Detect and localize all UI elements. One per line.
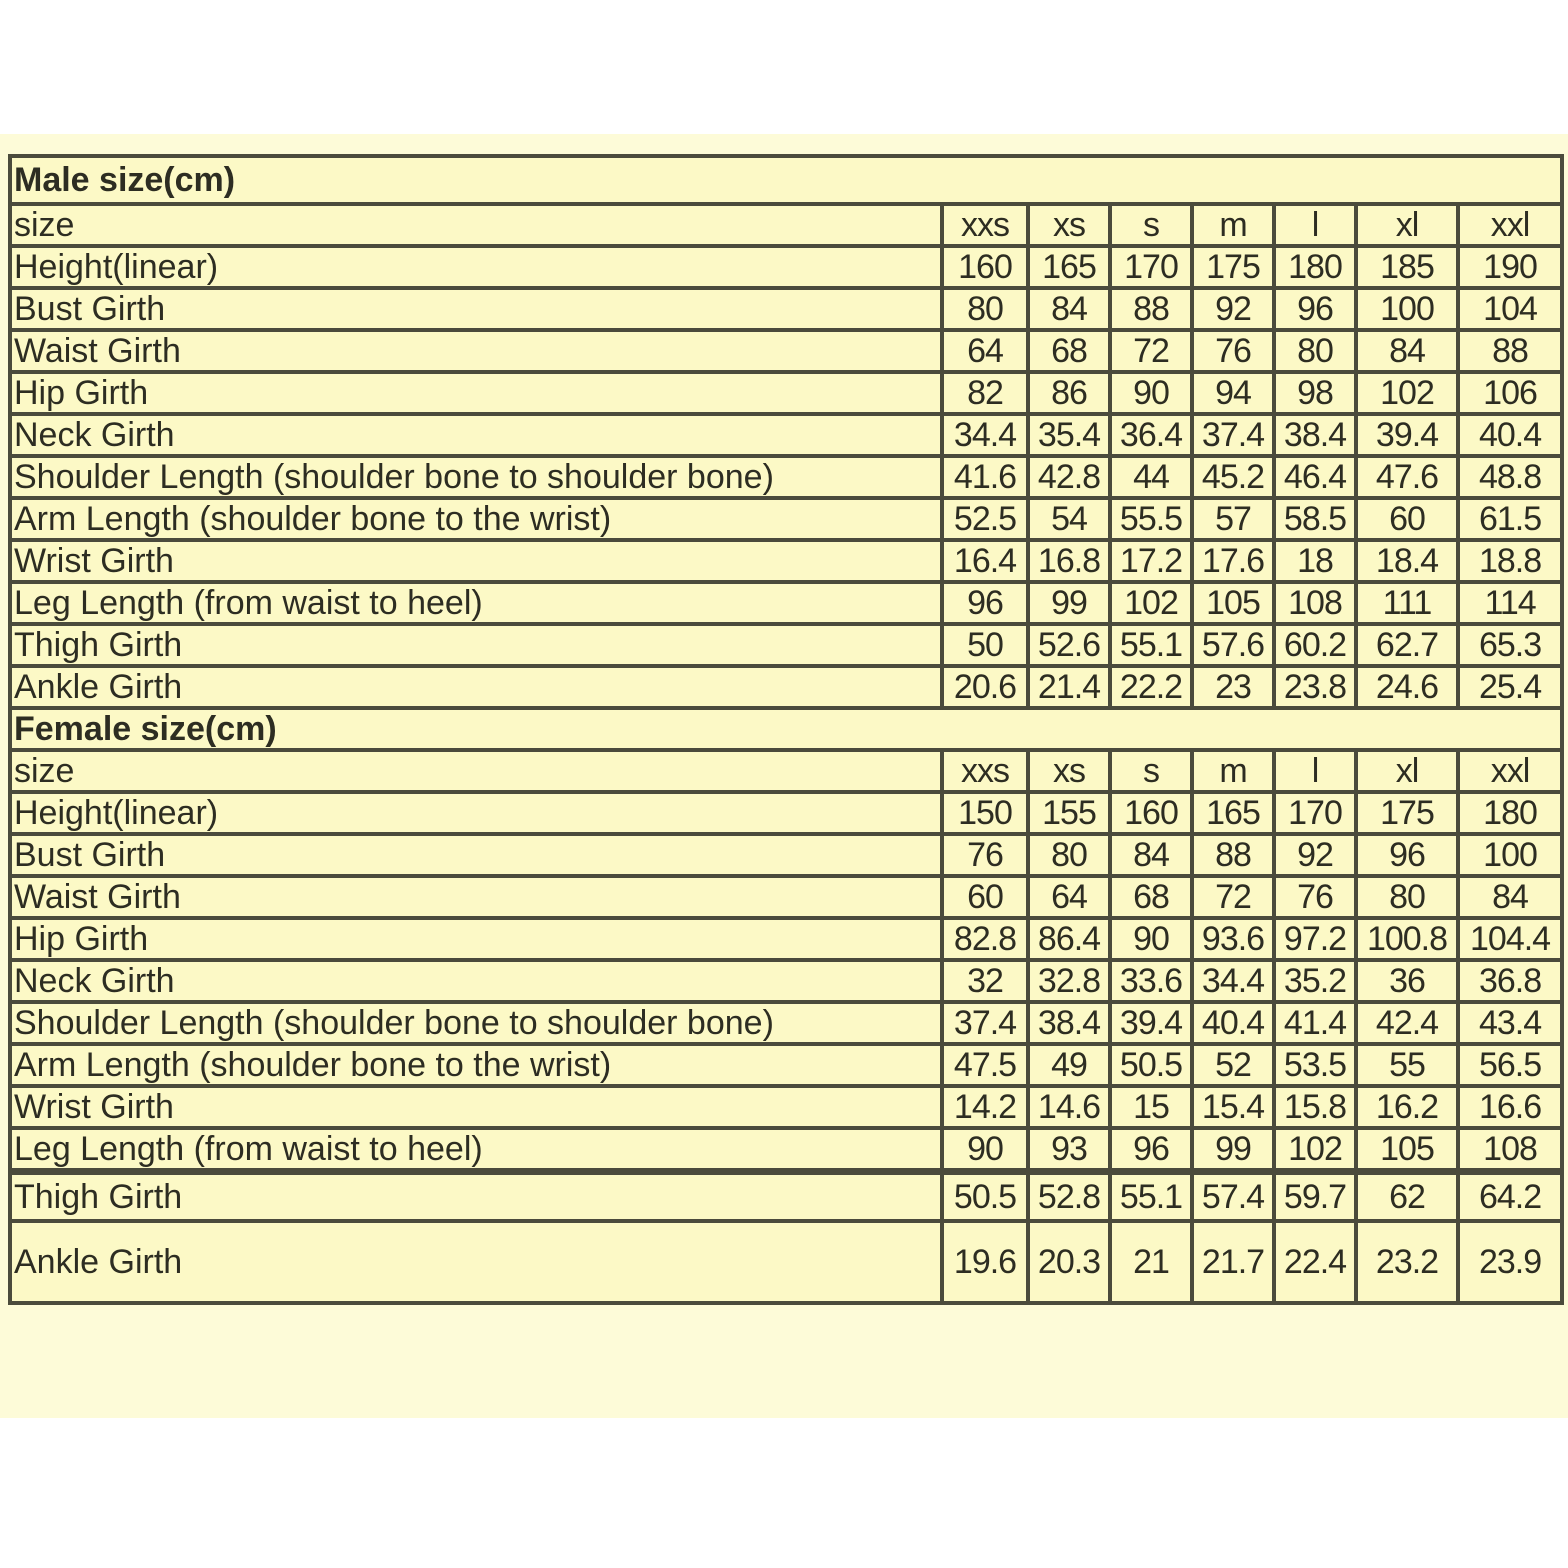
row-label: Height(linear) — [10, 792, 942, 834]
measurement-cell: 93 — [1028, 1128, 1110, 1172]
measurement-row — [10, 666, 1562, 708]
measurement-row — [10, 624, 1562, 666]
measurement-cell: 170 — [1274, 792, 1356, 834]
section-title: Male size(cm) — [10, 156, 1562, 204]
measurement-cell: 84 — [1110, 834, 1192, 876]
measurement-cell: 16.4 — [942, 540, 1028, 582]
measurement-cell: 88 — [1458, 330, 1562, 372]
measurement-cell: 65.3 — [1458, 624, 1562, 666]
size-header-row — [10, 204, 1562, 246]
measurement-cell: 86.4 — [1028, 918, 1110, 960]
row-label: Shoulder Length (shoulder bone to shoulder bone) — [10, 456, 942, 498]
measurement-row — [10, 372, 1562, 414]
measurement-cell: 41.6 — [942, 456, 1028, 498]
measurement-cell: 44 — [1110, 456, 1192, 498]
measurement-row — [10, 1128, 1562, 1172]
size-column-header: xl — [1356, 204, 1458, 246]
measurement-cell: 88 — [1110, 288, 1192, 330]
measurement-cell: 94 — [1192, 372, 1274, 414]
measurement-row — [10, 792, 1562, 834]
row-label: Wrist Girth — [10, 1086, 942, 1128]
measurement-cell: 98 — [1274, 372, 1356, 414]
measurement-cell: 55.1 — [1110, 624, 1192, 666]
measurement-cell: 36.8 — [1458, 960, 1562, 1002]
measurement-row — [10, 876, 1562, 918]
measurement-cell: 50.5 — [1110, 1044, 1192, 1086]
measurement-cell: 25.4 — [1458, 666, 1562, 708]
measurement-cell: 19.6 — [942, 1221, 1028, 1303]
measurement-cell: 64.2 — [1458, 1172, 1562, 1222]
row-label: Arm Length (shoulder bone to the wrist) — [10, 498, 942, 540]
measurement-cell: 39.4 — [1110, 1002, 1192, 1044]
size-chart-body — [10, 156, 1562, 1303]
row-label: Leg Length (from waist to heel) — [10, 582, 942, 624]
measurement-cell: 62.7 — [1356, 624, 1458, 666]
measurement-cell: 96 — [942, 582, 1028, 624]
measurement-row — [10, 960, 1562, 1002]
measurement-cell: 99 — [1192, 1128, 1274, 1172]
row-label: Waist Girth — [10, 876, 942, 918]
size-column-header: m — [1192, 204, 1274, 246]
measurement-cell: 35.2 — [1274, 960, 1356, 1002]
measurement-cell: 93.6 — [1192, 918, 1274, 960]
measurement-cell: 14.6 — [1028, 1086, 1110, 1128]
size-column-header: xl — [1356, 750, 1458, 792]
measurement-cell: 23.9 — [1458, 1221, 1562, 1303]
measurement-row — [10, 456, 1562, 498]
measurement-cell: 23.2 — [1356, 1221, 1458, 1303]
section-title: Female size(cm) — [10, 708, 1562, 750]
row-label: Neck Girth — [10, 414, 942, 456]
measurement-cell: 76 — [1274, 876, 1356, 918]
measurement-row — [10, 246, 1562, 288]
measurement-cell: 102 — [1356, 372, 1458, 414]
measurement-row — [10, 1172, 1562, 1222]
size-column-header: m — [1192, 750, 1274, 792]
measurement-cell: 150 — [942, 792, 1028, 834]
size-column-header: s — [1110, 750, 1192, 792]
measurement-cell: 52.6 — [1028, 624, 1110, 666]
measurement-cell: 108 — [1458, 1128, 1562, 1172]
measurement-row — [10, 330, 1562, 372]
row-label: Thigh Girth — [10, 1172, 942, 1222]
measurement-cell: 36 — [1356, 960, 1458, 1002]
measurement-cell: 15.4 — [1192, 1086, 1274, 1128]
measurement-cell: 58.5 — [1274, 498, 1356, 540]
size-chart-sheet — [0, 134, 1568, 1418]
row-label: Arm Length (shoulder bone to the wrist) — [10, 1044, 942, 1086]
section-header-row — [10, 156, 1562, 204]
row-label: Ankle Girth — [10, 666, 942, 708]
measurement-cell: 43.4 — [1458, 1002, 1562, 1044]
row-label: Waist Girth — [10, 330, 942, 372]
measurement-cell: 47.5 — [942, 1044, 1028, 1086]
measurement-cell: 180 — [1458, 792, 1562, 834]
measurement-cell: 106 — [1458, 372, 1562, 414]
measurement-cell: 180 — [1274, 246, 1356, 288]
measurement-cell: 32 — [942, 960, 1028, 1002]
measurement-cell: 14.2 — [942, 1086, 1028, 1128]
measurement-cell: 56.5 — [1458, 1044, 1562, 1086]
measurement-cell: 57 — [1192, 498, 1274, 540]
size-column-header: xxs — [942, 750, 1028, 792]
measurement-cell: 20.6 — [942, 666, 1028, 708]
row-label: Ankle Girth — [10, 1221, 942, 1303]
measurement-cell: 102 — [1274, 1128, 1356, 1172]
measurement-cell: 50.5 — [942, 1172, 1028, 1222]
measurement-row — [10, 414, 1562, 456]
measurement-cell: 21.7 — [1192, 1221, 1274, 1303]
measurement-row — [10, 1002, 1562, 1044]
measurement-cell: 57.6 — [1192, 624, 1274, 666]
measurement-cell: 59.7 — [1274, 1172, 1356, 1222]
measurement-row — [10, 1086, 1562, 1128]
measurement-cell: 160 — [942, 246, 1028, 288]
measurement-cell: 76 — [1192, 330, 1274, 372]
measurement-cell: 21.4 — [1028, 666, 1110, 708]
measurement-cell: 92 — [1192, 288, 1274, 330]
size-column-header: xs — [1028, 204, 1110, 246]
measurement-cell: 64 — [1028, 876, 1110, 918]
measurement-cell: 15 — [1110, 1086, 1192, 1128]
measurement-cell: 62 — [1356, 1172, 1458, 1222]
measurement-cell: 72 — [1110, 330, 1192, 372]
measurement-cell: 15.8 — [1274, 1086, 1356, 1128]
row-label: Bust Girth — [10, 834, 942, 876]
measurement-cell: 50 — [942, 624, 1028, 666]
measurement-cell: 82.8 — [942, 918, 1028, 960]
measurement-cell: 72 — [1192, 876, 1274, 918]
measurement-cell: 61.5 — [1458, 498, 1562, 540]
measurement-row — [10, 1221, 1562, 1303]
measurement-cell: 34.4 — [942, 414, 1028, 456]
measurement-cell: 88 — [1192, 834, 1274, 876]
measurement-cell: 175 — [1192, 246, 1274, 288]
size-chart-table — [8, 154, 1564, 1305]
measurement-cell: 84 — [1458, 876, 1562, 918]
measurement-cell: 60 — [942, 876, 1028, 918]
measurement-cell: 104 — [1458, 288, 1562, 330]
row-label: Leg Length (from waist to heel) — [10, 1128, 942, 1172]
measurement-cell: 54 — [1028, 498, 1110, 540]
measurement-cell: 165 — [1192, 792, 1274, 834]
measurement-cell: 53.5 — [1274, 1044, 1356, 1086]
measurement-cell: 90 — [1110, 918, 1192, 960]
row-label: Shoulder Length (shoulder bone to shoulder bone) — [10, 1002, 942, 1044]
measurement-cell: 60.2 — [1274, 624, 1356, 666]
measurement-cell: 37.4 — [942, 1002, 1028, 1044]
measurement-row — [10, 834, 1562, 876]
measurement-cell: 36.4 — [1110, 414, 1192, 456]
measurement-cell: 114 — [1458, 582, 1562, 624]
measurement-cell: 100 — [1356, 288, 1458, 330]
measurement-cell: 80 — [1274, 330, 1356, 372]
measurement-cell: 17.6 — [1192, 540, 1274, 582]
measurement-cell: 49 — [1028, 1044, 1110, 1086]
measurement-cell: 160 — [1110, 792, 1192, 834]
size-column-header: xs — [1028, 750, 1110, 792]
measurement-cell: 86 — [1028, 372, 1110, 414]
measurement-cell: 100.8 — [1356, 918, 1458, 960]
measurement-cell: 102 — [1110, 582, 1192, 624]
measurement-cell: 80 — [1356, 876, 1458, 918]
measurement-cell: 23.8 — [1274, 666, 1356, 708]
measurement-cell: 17.2 — [1110, 540, 1192, 582]
size-column-header: xxs — [942, 204, 1028, 246]
measurement-cell: 33.6 — [1110, 960, 1192, 1002]
measurement-cell: 20.3 — [1028, 1221, 1110, 1303]
size-column-header: l — [1274, 750, 1356, 792]
measurement-row — [10, 540, 1562, 582]
measurement-cell: 84 — [1356, 330, 1458, 372]
measurement-cell: 155 — [1028, 792, 1110, 834]
measurement-cell: 42.8 — [1028, 456, 1110, 498]
measurement-cell: 37.4 — [1192, 414, 1274, 456]
measurement-cell: 84 — [1028, 288, 1110, 330]
measurement-cell: 108 — [1274, 582, 1356, 624]
measurement-cell: 55 — [1356, 1044, 1458, 1086]
measurement-cell: 55.5 — [1110, 498, 1192, 540]
measurement-cell: 105 — [1192, 582, 1274, 624]
measurement-cell: 104.4 — [1458, 918, 1562, 960]
row-label: Bust Girth — [10, 288, 942, 330]
row-label: size — [10, 750, 942, 792]
measurement-cell: 92 — [1274, 834, 1356, 876]
measurement-cell: 80 — [942, 288, 1028, 330]
row-label: Hip Girth — [10, 372, 942, 414]
measurement-cell: 22.2 — [1110, 666, 1192, 708]
measurement-cell: 21 — [1110, 1221, 1192, 1303]
measurement-cell: 23 — [1192, 666, 1274, 708]
measurement-cell: 97.2 — [1274, 918, 1356, 960]
measurement-cell: 68 — [1028, 330, 1110, 372]
measurement-row — [10, 498, 1562, 540]
measurement-row — [10, 582, 1562, 624]
measurement-cell: 16.8 — [1028, 540, 1110, 582]
measurement-cell: 24.6 — [1356, 666, 1458, 708]
size-column-header: xxl — [1458, 204, 1562, 246]
measurement-row — [10, 1044, 1562, 1086]
measurement-cell: 16.2 — [1356, 1086, 1458, 1128]
measurement-cell: 96 — [1274, 288, 1356, 330]
measurement-cell: 64 — [942, 330, 1028, 372]
row-label: Neck Girth — [10, 960, 942, 1002]
measurement-cell: 52 — [1192, 1044, 1274, 1086]
measurement-cell: 45.2 — [1192, 456, 1274, 498]
measurement-cell: 96 — [1356, 834, 1458, 876]
measurement-cell: 18.8 — [1458, 540, 1562, 582]
size-column-header: s — [1110, 204, 1192, 246]
measurement-cell: 47.6 — [1356, 456, 1458, 498]
measurement-cell: 34.4 — [1192, 960, 1274, 1002]
measurement-cell: 165 — [1028, 246, 1110, 288]
measurement-cell: 38.4 — [1028, 1002, 1110, 1044]
measurement-row — [10, 288, 1562, 330]
measurement-cell: 190 — [1458, 246, 1562, 288]
measurement-cell: 96 — [1110, 1128, 1192, 1172]
measurement-cell: 185 — [1356, 246, 1458, 288]
size-header-row — [10, 750, 1562, 792]
row-label: Wrist Girth — [10, 540, 942, 582]
measurement-cell: 90 — [1110, 372, 1192, 414]
measurement-cell: 48.8 — [1458, 456, 1562, 498]
measurement-cell: 55.1 — [1110, 1172, 1192, 1222]
measurement-cell: 38.4 — [1274, 414, 1356, 456]
measurement-cell: 41.4 — [1274, 1002, 1356, 1044]
measurement-cell: 42.4 — [1356, 1002, 1458, 1044]
size-column-header: l — [1274, 204, 1356, 246]
measurement-cell: 60 — [1356, 498, 1458, 540]
measurement-cell: 76 — [942, 834, 1028, 876]
measurement-cell: 35.4 — [1028, 414, 1110, 456]
measurement-cell: 82 — [942, 372, 1028, 414]
measurement-cell: 52.5 — [942, 498, 1028, 540]
measurement-cell: 46.4 — [1274, 456, 1356, 498]
size-column-header: xxl — [1458, 750, 1562, 792]
measurement-cell: 170 — [1110, 246, 1192, 288]
measurement-cell: 40.4 — [1458, 414, 1562, 456]
measurement-cell: 40.4 — [1192, 1002, 1274, 1044]
measurement-cell: 100 — [1458, 834, 1562, 876]
measurement-cell: 105 — [1356, 1128, 1458, 1172]
row-label: Thigh Girth — [10, 624, 942, 666]
measurement-cell: 52.8 — [1028, 1172, 1110, 1222]
measurement-cell: 111 — [1356, 582, 1458, 624]
row-label: Hip Girth — [10, 918, 942, 960]
measurement-cell: 39.4 — [1356, 414, 1458, 456]
measurement-cell: 90 — [942, 1128, 1028, 1172]
section-header-row — [10, 708, 1562, 750]
measurement-cell: 22.4 — [1274, 1221, 1356, 1303]
measurement-cell: 99 — [1028, 582, 1110, 624]
measurement-cell: 80 — [1028, 834, 1110, 876]
measurement-cell: 175 — [1356, 792, 1458, 834]
measurement-cell: 32.8 — [1028, 960, 1110, 1002]
measurement-cell: 57.4 — [1192, 1172, 1274, 1222]
row-label: size — [10, 204, 942, 246]
measurement-cell: 68 — [1110, 876, 1192, 918]
measurement-cell: 18.4 — [1356, 540, 1458, 582]
row-label: Height(linear) — [10, 246, 942, 288]
measurement-cell: 18 — [1274, 540, 1356, 582]
measurement-cell: 16.6 — [1458, 1086, 1562, 1128]
measurement-row — [10, 918, 1562, 960]
